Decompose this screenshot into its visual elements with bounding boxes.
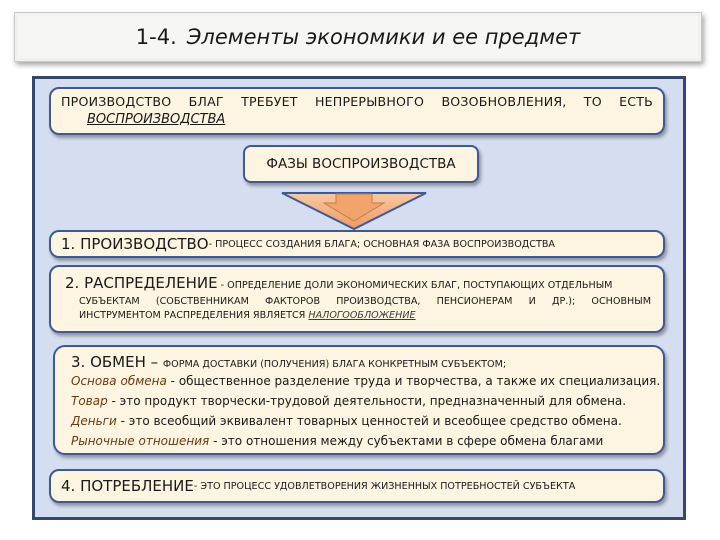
taxation-term: НАЛОГООБЛОЖЕНИЕ xyxy=(308,310,416,321)
intro-word: ВОЗОБНОВЛЕНИЯ, xyxy=(441,94,567,109)
consumption-head: 4. ПОТРЕБЛЕНИЕ xyxy=(61,477,194,495)
title-text: Элементы экономики и ее предмет xyxy=(186,25,581,49)
intro-box xyxy=(49,87,665,135)
exchange-term: Деньги xyxy=(71,414,117,428)
title-number: 1-4. xyxy=(135,25,177,49)
consumption-box xyxy=(49,469,665,503)
exchange-term: Рыночные отношения xyxy=(71,434,210,448)
exchange-row xyxy=(71,391,651,411)
exchange-term: Товар xyxy=(71,394,108,408)
exchange-row xyxy=(71,371,661,391)
exchange-term: Основа обмена xyxy=(71,374,167,388)
diagram-frame xyxy=(32,76,686,520)
production-box xyxy=(49,230,665,258)
exchange-text: - общественное разделение труда и творчества, а также их специализация. xyxy=(166,374,661,388)
intro-word: ПРОИЗВОДСТВО xyxy=(61,94,172,109)
exchange-row xyxy=(71,431,651,451)
distribution-desc-1: - ОПРЕДЕЛЕНИЕ ДОЛИ ЭКОНОМИЧЕСКИХ БЛАГ, ПОСТУПАЮЩИХ ОТДЕЛЬНЫМ xyxy=(217,280,613,291)
intro-line xyxy=(61,94,653,109)
exchange-head: 3. ОБМЕН – xyxy=(71,353,163,371)
intro-word: БЛАГ xyxy=(188,94,224,109)
phases-box: ФАЗЫ ВОСПРОИЗВОДСТВА xyxy=(243,145,479,183)
intro-word: НЕПРЕРЫВНОГО xyxy=(314,94,425,109)
production-desc: - ПРОЦЕСС СОЗДАНИЯ БЛАГА; ОСНОВНАЯ ФАЗА ВОСПРОИЗВОДСТВА xyxy=(208,238,555,250)
intro-word: ТРЕБУЕТ xyxy=(241,94,298,109)
exchange-box xyxy=(53,345,665,455)
distribution-line-3 xyxy=(79,309,651,322)
distribution-line-1 xyxy=(65,273,651,292)
exchange-text: - это продукт творчески-трудовой деятельности, предназначенный для обмена. xyxy=(107,394,627,408)
intro-word: ТО xyxy=(583,94,602,109)
exchange-desc: ФОРМА ДОСТАВКИ (ПОЛУЧЕНИЯ) БЛАГА КОНКРЕТНЫМ СУБЪЕКТОМ; xyxy=(162,359,507,370)
down-arrow-icon xyxy=(280,191,428,231)
exchange-text: - это отношения между субъектами в сфере обмена благами xyxy=(209,434,604,448)
distribution-desc-3: ИНСТРУМЕНТОМ РАСПРЕДЕЛЕНИЯ ЯВЛЯЕТСЯ xyxy=(79,310,309,321)
distribution-head: 2. РАСПРЕДЕЛЕНИЕ xyxy=(65,274,218,292)
exchange-heading xyxy=(71,352,651,371)
distribution-box xyxy=(49,265,665,333)
slide-title xyxy=(14,12,702,62)
intro-emphasis: ВОСПРОИЗВОДСТВА xyxy=(87,112,226,127)
exchange-row xyxy=(71,411,651,431)
distribution-desc-2: СУБЪЕКТАМ (СОБСТВЕННИКАМ ФАКТОРОВ ПРОИЗВОДСТВА, ПЕНСИОНЕРАМ И ДР.); ОСНОВНЫМ xyxy=(79,296,651,307)
intro-word: ЕСТЬ xyxy=(619,94,653,109)
production-head: 1. ПРОИЗВОДСТВО xyxy=(61,235,209,253)
exchange-text: - это всеобщий эквивалент товарных ценностей и всеобщее средство обмена. xyxy=(116,414,622,428)
consumption-desc: - ЭТО ПРОЦЕСС УДОВЛЕТВОРЕНИЯ ЖИЗНЕННЫХ ПОТРЕБНОСТЕЙ СУБЪЕКТА xyxy=(193,480,576,492)
